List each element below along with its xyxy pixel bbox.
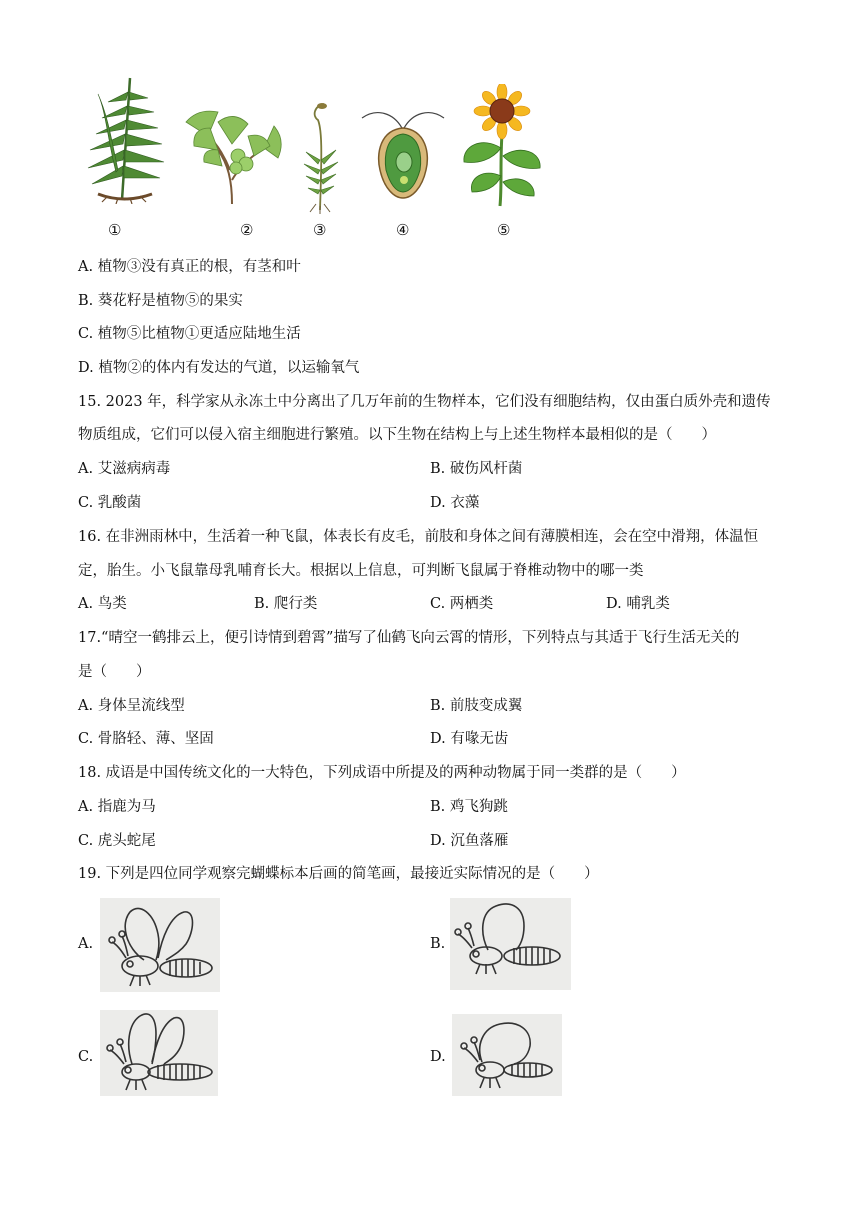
q16-option-c: C. 两栖类 (430, 596, 494, 612)
ginkgo-image (178, 100, 286, 206)
sunflower-image (456, 84, 546, 208)
q17-stem-line2: 是（ ） (78, 664, 151, 680)
q18-stem: 18. 成语是中国传统文化的一大特色，下列成语中所提及的两种动物属于同一类群的是（ ） (78, 765, 686, 781)
q14-option-b: B. 葵花籽是植物⑤的果实 (78, 293, 243, 309)
q19-butterfly-sketch-c (100, 1010, 218, 1096)
q19-butterfly-sketch-b (450, 898, 571, 990)
q17-option-b: B. 前肢变成翼 (430, 698, 523, 714)
q18-option-a: A. 指鹿为马 (78, 799, 156, 815)
q15-stem-line2: 物质组成，它们可以侵入宿主细胞进行繁殖。以下生物在结构上与上述生物样本最相似的是（ ） (78, 427, 716, 443)
q17-option-a: A. 身体呈流线型 (78, 698, 185, 714)
moss-image (300, 100, 344, 216)
q14-option-d: D. 植物②的体内有发达的气道，以运输氧气 (78, 360, 360, 376)
q16-option-b: B. 爬行类 (254, 596, 318, 612)
plant-label-4: ④ (396, 221, 410, 239)
q19-option-c-label: C. (78, 1049, 94, 1065)
q15-option-c: C. 乳酸菌 (78, 495, 142, 511)
plant-label-1: ① (108, 221, 122, 239)
q16-option-a: A. 鸟类 (78, 596, 127, 612)
fern-image (78, 72, 170, 204)
q17-option-d: D. 有喙无齿 (430, 731, 509, 747)
q19-option-b-label: B. (430, 936, 446, 952)
q15-option-a: A. 艾滋病病毒 (78, 461, 171, 477)
q16-stem-line2: 定，胎生。小飞鼠靠母乳哺育长大。根据以上信息，可判断飞鼠属于脊椎动物中的哪一类 (78, 563, 644, 579)
q18-option-d: D. 沉鱼落雁 (430, 833, 509, 849)
q14-option-a: A. 植物③没有真正的根，有茎和叶 (78, 259, 301, 275)
plant-label-3: ③ (313, 221, 327, 239)
q15-option-d: D. 衣藻 (430, 495, 480, 511)
q19-option-d-label: D. (430, 1049, 446, 1065)
chlamydomonas-image (360, 104, 446, 204)
q17-stem-line1: 17.“晴空一鹤排云上，便引诗情到碧霄”描写了仙鹤飞向云霄的情形，下列特点与其适于飞行生活无关的 (78, 630, 740, 646)
q15-stem-line1: 15. 2023 年，科学家从永冻土中分离出了几万年前的生物样本，它们没有细胞结构，仅由蛋白质外壳和遗传 (78, 394, 771, 410)
q16-stem-line1: 16. 在非洲雨林中，生活着一种飞鼠，体表长有皮毛，前肢和身体之间有薄膜相连，会在空中滑翔，体温恒 (78, 529, 759, 545)
q19-butterfly-sketch-a (100, 898, 220, 992)
q19-butterfly-sketch-d (452, 1014, 562, 1096)
q15-option-b: B. 破伤风杆菌 (430, 461, 523, 477)
q14-option-c: C. 植物⑤比植物①更适应陆地生活 (78, 326, 301, 342)
plant-label-5: ⑤ (497, 221, 511, 239)
plant-label-2: ② (240, 221, 254, 239)
q18-option-b: B. 鸡飞狗跳 (430, 799, 508, 815)
q17-option-c: C. 骨胳轻、薄、坚固 (78, 731, 214, 747)
q19-option-a-label: A. (78, 936, 94, 952)
q16-option-d: D. 哺乳类 (606, 596, 670, 612)
q19-stem: 19. 下列是四位同学观察完蝴蝶标本后画的简笔画，最接近实际情况的是（ ） (78, 866, 599, 882)
q18-option-c: C. 虎头蛇尾 (78, 833, 156, 849)
